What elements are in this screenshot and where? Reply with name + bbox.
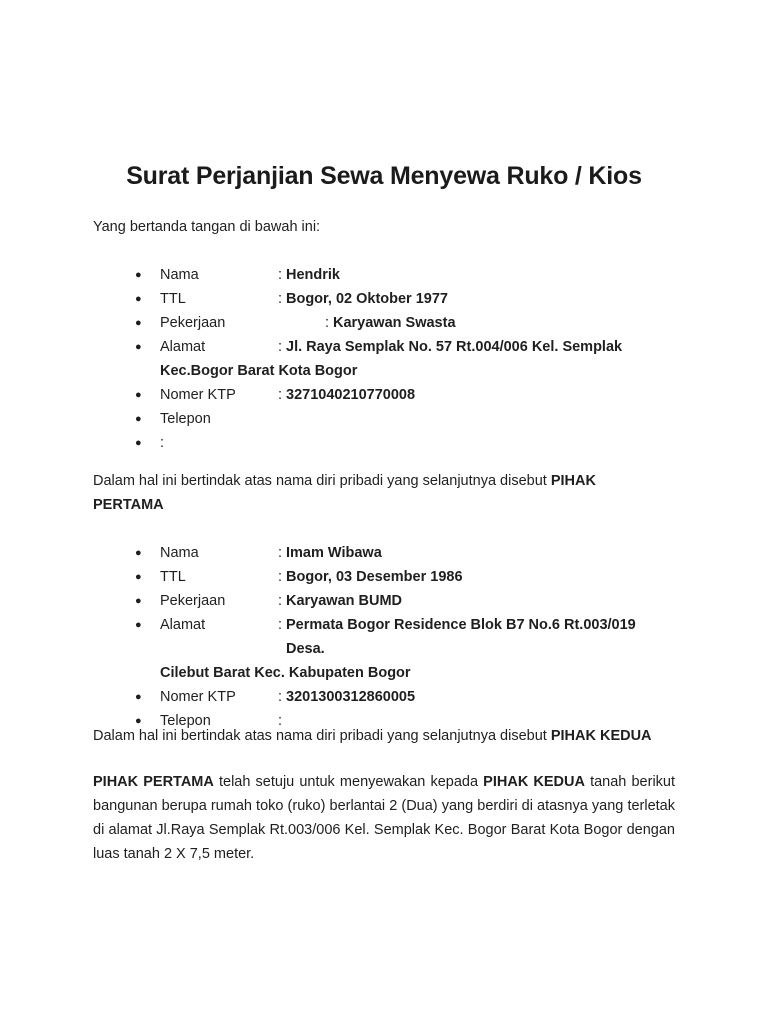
- bullet-icon: ●: [135, 389, 142, 401]
- list-item: [93, 685, 675, 709]
- field-value: Karyawan Swasta: [333, 315, 456, 331]
- colon: :: [160, 435, 165, 451]
- field-value: Karyawan BUMD: [286, 593, 403, 609]
- list-item: [93, 383, 675, 407]
- field-label: Nomer KTP: [160, 689, 236, 705]
- field-label: Alamat: [160, 339, 206, 355]
- address-line-2: Cilebut Barat Kec. Kabupaten Bogor: [160, 665, 411, 681]
- colon: :: [278, 713, 283, 729]
- bullet-icon: ●: [135, 619, 142, 631]
- field-label: Nomer KTP: [160, 387, 236, 403]
- bullet-icon: ●: [135, 413, 142, 425]
- colon: :: [278, 387, 283, 403]
- bullet-icon: ●: [135, 571, 142, 583]
- party2-details: [93, 541, 675, 733]
- list-item: [93, 287, 675, 311]
- address-line-2: Kec.Bogor Barat Kota Bogor: [160, 363, 358, 379]
- colon: :: [278, 291, 283, 307]
- bullet-icon: ●: [135, 293, 142, 305]
- bullet-icon: ●: [135, 595, 142, 607]
- bullet-icon: ●: [135, 691, 142, 703]
- bullet-icon: ●: [135, 269, 142, 281]
- field-label: Telepon: [160, 411, 211, 427]
- field-value: Bogor, 02 Oktober 1977: [286, 291, 448, 307]
- bullet-icon: ●: [135, 547, 142, 559]
- field-label: Pekerjaan: [160, 593, 226, 609]
- field-label: Alamat: [160, 617, 206, 633]
- colon: :: [278, 593, 283, 609]
- colon: :: [278, 339, 283, 355]
- bullet-icon: ●: [135, 317, 142, 329]
- field-value: 3271040210770008: [286, 387, 416, 403]
- colon: :: [325, 315, 330, 331]
- list-item: [93, 565, 675, 589]
- bullet-icon: ●: [135, 437, 142, 449]
- party1-details: [93, 263, 675, 455]
- document-title: Surat Perjanjian Sewa Menyewa Ruko / Kios: [126, 162, 642, 190]
- address-line-1: Jl. Raya Semplak No. 57 Rt.004/006 Kel. Semplak: [286, 339, 623, 355]
- list-item: [93, 541, 675, 565]
- bullet-icon: ●: [135, 715, 142, 727]
- list-item: [93, 311, 675, 335]
- list-item: [93, 407, 675, 431]
- field-value: Bogor, 03 Desember 1986: [286, 569, 463, 585]
- field-label: Telepon: [160, 713, 211, 729]
- statement-party1: Dalam hal ini bertindak atas nama diri pribadi yang selanjutnya disebut PIHAK PERTAMA: [93, 473, 596, 513]
- list-item: [93, 431, 675, 455]
- intro-text: Yang bertanda tangan di bawah ini:: [93, 219, 321, 235]
- address-line-1: Permata Bogor Residence Blok B7 No.6 Rt.003/019 Desa.: [286, 617, 636, 657]
- field-label: Pekerjaan: [160, 315, 226, 331]
- field-value: Imam Wibawa: [286, 545, 382, 561]
- colon: :: [278, 267, 283, 283]
- field-label: Nama: [160, 267, 199, 283]
- list-item: [93, 589, 675, 613]
- list-item: [93, 613, 675, 685]
- colon: :: [278, 545, 283, 561]
- list-item: [93, 263, 675, 287]
- colon: :: [278, 617, 283, 633]
- field-label: TTL: [160, 569, 186, 585]
- list-item: [93, 335, 675, 383]
- field-value: 3201300312860005: [286, 689, 416, 705]
- colon: :: [278, 689, 283, 705]
- agreement-paragraph: PIHAK PERTAMA telah setuju untuk menyewakan kepada PIHAK KEDUA tanah berikut bangunan berupa rumah toko (ruko) berlantai 2 (Dua) yang berdiri di atasnya yang terletak di alamat Jl.Raya Semplak Rt.003/006 Kel. Semplak Kec. Bogor Barat Kota Bogor dengan luas tanah 2 X 7,5 meter.: [93, 774, 676, 862]
- colon: :: [278, 569, 283, 585]
- field-value: Hendrik: [286, 267, 340, 283]
- field-label: Nama: [160, 545, 199, 561]
- statement-party2: Dalam hal ini bertindak atas nama diri pribadi yang selanjutnya disebut PIHAK KEDUA: [93, 728, 652, 744]
- bullet-icon: ●: [135, 341, 142, 353]
- field-label: TTL: [160, 291, 186, 307]
